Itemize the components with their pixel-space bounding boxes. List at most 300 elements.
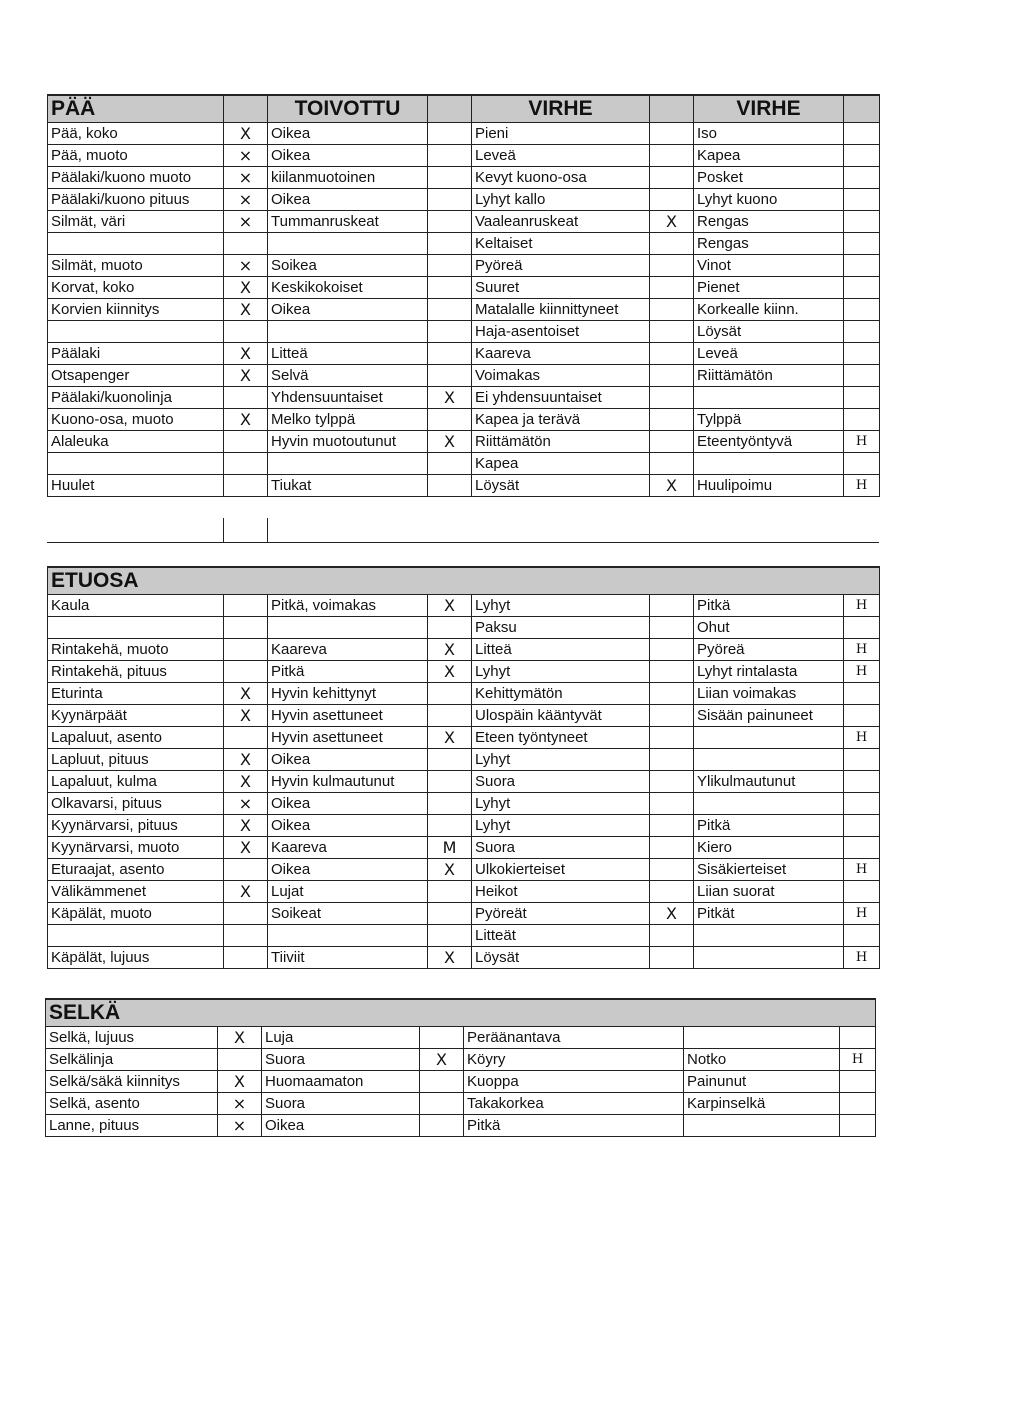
- mark-virhe-1: [428, 409, 472, 431]
- mark-virhe-1: [428, 299, 472, 321]
- virhe-2-value: Karpinselkä: [684, 1093, 840, 1115]
- mark-virhe-2: [650, 167, 694, 189]
- trait-label: Käpälät, lujuus: [48, 947, 224, 969]
- mark-virhe-2: [650, 453, 694, 475]
- initials-cell: H: [844, 661, 880, 683]
- initials-cell: [844, 277, 880, 299]
- initials-cell: [844, 145, 880, 167]
- virhe-1-value: Lyhyt: [472, 595, 650, 617]
- table-row: [48, 683, 880, 705]
- virhe-1-value: Pyöreät: [472, 903, 650, 925]
- toivottu-value: [268, 453, 428, 475]
- trait-label: Kyynärpäät: [48, 705, 224, 727]
- virhe-2-value: Pienet: [694, 277, 844, 299]
- mark-virhe-1: [420, 1115, 464, 1137]
- column-header-toivottu: TOIVOTTU: [268, 95, 428, 123]
- mark-toivottu: [224, 475, 268, 497]
- initials-cell: H: [844, 727, 880, 749]
- section-title-selka: SELKÄ: [46, 999, 876, 1027]
- mark-virhe-2: [650, 321, 694, 343]
- virhe-1-value: Matalalle kiinnittyneet: [472, 299, 650, 321]
- trait-label: Päälaki/kuono pituus: [48, 189, 224, 211]
- mark-virhe-2: [650, 859, 694, 881]
- table-row: [46, 1115, 876, 1137]
- mark-virhe-1: [420, 1027, 464, 1049]
- trait-label: Selkälinja: [46, 1049, 218, 1071]
- virhe-1-value: Riittämätön: [472, 431, 650, 453]
- trait-label: Kyynärvarsi, pituus: [48, 815, 224, 837]
- mark-virhe-2: [650, 727, 694, 749]
- mark-virhe-1: [428, 793, 472, 815]
- table-row: [48, 881, 880, 903]
- virhe-1-value: Eteen työntyneet: [472, 727, 650, 749]
- mark-virhe-1: [428, 749, 472, 771]
- mark-virhe-2: [650, 925, 694, 947]
- trait-label: Silmät, väri: [48, 211, 224, 233]
- table-row: [48, 321, 880, 343]
- mark-virhe-1: X: [428, 639, 472, 661]
- virhe-1-value: Lyhyt: [472, 749, 650, 771]
- initials-cell: [844, 123, 880, 145]
- trait-label: Päälaki/kuonolinja: [48, 387, 224, 409]
- mark-virhe-2: [650, 255, 694, 277]
- mark-virhe-2: [650, 189, 694, 211]
- virhe-2-value: [694, 749, 844, 771]
- virhe-2-value: Rengas: [694, 233, 844, 255]
- trait-label: Eturaajat, asento: [48, 859, 224, 881]
- trait-label: [48, 453, 224, 475]
- table-row: [48, 387, 880, 409]
- toivottu-value: Suora: [262, 1049, 420, 1071]
- virhe-1-value: Litteät: [472, 925, 650, 947]
- toivottu-value: Pitkä: [268, 661, 428, 683]
- virhe-2-value: Sisään painuneet: [694, 705, 844, 727]
- mark-virhe-1: [420, 1071, 464, 1093]
- initials-cell: [844, 617, 880, 639]
- section-spacer: [47, 518, 879, 543]
- virhe-2-value: [684, 1027, 840, 1049]
- mark-toivottu: [218, 1049, 262, 1071]
- virhe-1-value: Kapea: [472, 453, 650, 475]
- virhe-1-value: Suuret: [472, 277, 650, 299]
- paa-header-row: [48, 95, 880, 123]
- trait-label: Selkä, asento: [46, 1093, 218, 1115]
- mark-toivottu: [224, 387, 268, 409]
- mark-virhe-2: [650, 277, 694, 299]
- mark-toivottu: ×: [224, 793, 268, 815]
- virhe-1-value: Litteä: [472, 639, 650, 661]
- virhe-1-value: Pyöreä: [472, 255, 650, 277]
- trait-label: Päälaki/kuono muoto: [48, 167, 224, 189]
- initials-cell: [840, 1071, 876, 1093]
- toivottu-value: [268, 233, 428, 255]
- table-row: [46, 1093, 876, 1115]
- table-row: [48, 793, 880, 815]
- toivottu-value: Oikea: [268, 299, 428, 321]
- virhe-2-value: Ohut: [694, 617, 844, 639]
- selka-table: [45, 998, 876, 1137]
- toivottu-value: Oikea: [268, 815, 428, 837]
- virhe-2-value: Lyhyt kuono: [694, 189, 844, 211]
- initials-cell: [844, 299, 880, 321]
- mark-toivottu: X: [224, 815, 268, 837]
- trait-label: Kaula: [48, 595, 224, 617]
- virhe-1-value: Kehittymätön: [472, 683, 650, 705]
- initials-cell: [844, 211, 880, 233]
- mark-toivottu: [224, 947, 268, 969]
- initials-cell: [844, 683, 880, 705]
- initials-cell: [844, 321, 880, 343]
- mark-virhe-1: [428, 881, 472, 903]
- mark-virhe-1: [428, 123, 472, 145]
- mark-virhe-2: [650, 683, 694, 705]
- virhe-2-value: Kapea: [694, 145, 844, 167]
- mark-toivottu: [224, 321, 268, 343]
- mark-toivottu: X: [224, 837, 268, 859]
- mark-toivottu: [224, 661, 268, 683]
- initials-cell: H: [844, 947, 880, 969]
- trait-label: [48, 233, 224, 255]
- trait-label: Lapaluut, asento: [48, 727, 224, 749]
- mark-toivottu: X: [224, 365, 268, 387]
- mark-toivottu: ×: [218, 1115, 262, 1137]
- mark-virhe-1: [428, 705, 472, 727]
- initials-cell: [844, 881, 880, 903]
- paa-table: [47, 94, 880, 497]
- table-row: [48, 837, 880, 859]
- table-row: [48, 431, 880, 453]
- trait-label: Selkä, lujuus: [46, 1027, 218, 1049]
- toivottu-value: Tiiviit: [268, 947, 428, 969]
- mark-toivottu: X: [218, 1071, 262, 1093]
- mark-toivottu: [224, 639, 268, 661]
- initials-cell: [844, 705, 880, 727]
- trait-label: Välikämmenet: [48, 881, 224, 903]
- table-row: [48, 595, 880, 617]
- etuosa-table: [47, 566, 880, 969]
- spacer-divider: [267, 518, 268, 542]
- toivottu-value: Oikea: [268, 793, 428, 815]
- mark-virhe-1: [428, 815, 472, 837]
- initials-cell: H: [844, 475, 880, 497]
- toivottu-value: Hyvin kehittynyt: [268, 683, 428, 705]
- toivottu-value: Tiukat: [268, 475, 428, 497]
- table-row: [48, 925, 880, 947]
- mark-virhe-1: [428, 683, 472, 705]
- initials-cell: [844, 233, 880, 255]
- mark-toivottu: ×: [224, 211, 268, 233]
- mark-virhe-1: X: [428, 387, 472, 409]
- table-row: [48, 859, 880, 881]
- trait-label: Lapluut, pituus: [48, 749, 224, 771]
- mark-virhe-2: X: [650, 903, 694, 925]
- virhe-1-value: Ulkokierteiset: [472, 859, 650, 881]
- initials-cell: [844, 837, 880, 859]
- trait-label: Lanne, pituus: [46, 1115, 218, 1137]
- virhe-1-value: Kevyt kuono-osa: [472, 167, 650, 189]
- mark-toivottu: ×: [224, 255, 268, 277]
- mark-virhe-1: [428, 903, 472, 925]
- mark-virhe-1: [428, 189, 472, 211]
- mark-virhe-1: X: [428, 947, 472, 969]
- initials-cell: [844, 365, 880, 387]
- mark-virhe-1: [420, 1093, 464, 1115]
- virhe-2-value: [694, 947, 844, 969]
- table-row: [48, 475, 880, 497]
- virhe-2-value: Iso: [694, 123, 844, 145]
- table-row: [48, 277, 880, 299]
- virhe-1-value: Löysät: [472, 947, 650, 969]
- initials-cell: [844, 189, 880, 211]
- table-row: [48, 255, 880, 277]
- trait-label: Käpälät, muoto: [48, 903, 224, 925]
- mark-virhe-2: [650, 299, 694, 321]
- section-title-etuosa: ETUOSA: [48, 567, 880, 595]
- initials-cell: [844, 255, 880, 277]
- mark-toivottu: [224, 233, 268, 255]
- virhe-1-value: Ulospäin kääntyvät: [472, 705, 650, 727]
- mark-virhe-1: X: [420, 1049, 464, 1071]
- mark-virhe-2: [650, 661, 694, 683]
- table-row: [48, 705, 880, 727]
- initials-cell: H: [844, 859, 880, 881]
- virhe-2-value: Eteentyöntyvä: [694, 431, 844, 453]
- mark-virhe-2: [650, 771, 694, 793]
- virhe-1-value: Suora: [472, 837, 650, 859]
- mark-virhe-2: X: [650, 475, 694, 497]
- mark-virhe-1: [428, 233, 472, 255]
- mark-virhe-1: X: [428, 431, 472, 453]
- table-row: [48, 639, 880, 661]
- initials-cell: [844, 167, 880, 189]
- mark-virhe-1: [428, 277, 472, 299]
- mark-virhe-1: [428, 321, 472, 343]
- trait-label: Huulet: [48, 475, 224, 497]
- virhe-1-value: Paksu: [472, 617, 650, 639]
- virhe-1-value: Kuoppa: [464, 1071, 684, 1093]
- virhe-1-value: Vaaleanruskeat: [472, 211, 650, 233]
- table-row: [48, 365, 880, 387]
- mark-virhe-2: [650, 947, 694, 969]
- toivottu-value: Selvä: [268, 365, 428, 387]
- table-row: [48, 727, 880, 749]
- virhe-1-value: Lyhyt: [472, 793, 650, 815]
- virhe-1-value: Keltaiset: [472, 233, 650, 255]
- mark-virhe-2: [650, 145, 694, 167]
- initials-cell: [844, 925, 880, 947]
- virhe-1-value: Leveä: [472, 145, 650, 167]
- mark-toivottu: X: [224, 123, 268, 145]
- initials-cell: [844, 387, 880, 409]
- toivottu-value: Tummanruskeat: [268, 211, 428, 233]
- mark-toivottu: [224, 617, 268, 639]
- mark-virhe-1: X: [428, 661, 472, 683]
- toivottu-value: Kaareva: [268, 639, 428, 661]
- virhe-2-value: Löysät: [694, 321, 844, 343]
- virhe-2-value: Pyöreä: [694, 639, 844, 661]
- trait-label: Alaleuka: [48, 431, 224, 453]
- toivottu-value: Soikeat: [268, 903, 428, 925]
- virhe-2-value: Rengas: [694, 211, 844, 233]
- mark-toivottu: ×: [224, 189, 268, 211]
- initials-cell: [844, 749, 880, 771]
- toivottu-value: Yhdensuuntaiset: [268, 387, 428, 409]
- initials-cell: [844, 815, 880, 837]
- table-row: [46, 1071, 876, 1093]
- mark-toivottu: ×: [218, 1093, 262, 1115]
- trait-label: [48, 925, 224, 947]
- toivottu-value: Luja: [262, 1027, 420, 1049]
- virhe-2-value: Tylppä: [694, 409, 844, 431]
- mark-virhe-1: [428, 255, 472, 277]
- mark-virhe-1: [428, 925, 472, 947]
- virhe-1-value: Suora: [472, 771, 650, 793]
- initials-cell: [844, 771, 880, 793]
- toivottu-value: Suora: [262, 1093, 420, 1115]
- toivottu-value: Oikea: [268, 189, 428, 211]
- virhe-2-value: Notko: [684, 1049, 840, 1071]
- toivottu-value: Oikea: [268, 145, 428, 167]
- trait-label: Pää, muoto: [48, 145, 224, 167]
- trait-label: Silmät, muoto: [48, 255, 224, 277]
- mark-toivottu: X: [224, 881, 268, 903]
- virhe-2-value: Pitkät: [694, 903, 844, 925]
- mark-toivottu: [224, 903, 268, 925]
- mark-virhe-2: [650, 595, 694, 617]
- toivottu-value: Pitkä, voimakas: [268, 595, 428, 617]
- mark-toivottu: X: [218, 1027, 262, 1049]
- trait-label: Rintakehä, muoto: [48, 639, 224, 661]
- mark-toivottu: [224, 595, 268, 617]
- table-row: [48, 409, 880, 431]
- etuosa-header-row: [48, 567, 880, 595]
- mark-virhe-1: X: [428, 859, 472, 881]
- mark-virhe-1: [428, 771, 472, 793]
- table-row: [48, 815, 880, 837]
- virhe-2-value: Liian suorat: [694, 881, 844, 903]
- table-row: [48, 617, 880, 639]
- toivottu-value: Hyvin asettuneet: [268, 705, 428, 727]
- table-row: [48, 343, 880, 365]
- mark-virhe-1: M: [428, 837, 472, 859]
- toivottu-value: Oikea: [268, 749, 428, 771]
- initials-cell: [844, 453, 880, 475]
- trait-label: [48, 321, 224, 343]
- section-title-paa: PÄÄ: [48, 95, 224, 123]
- initials-cell: H: [844, 903, 880, 925]
- trait-label: Korvien kiinnitys: [48, 299, 224, 321]
- table-row: [48, 211, 880, 233]
- mark-virhe-1: [428, 145, 472, 167]
- paa-table-body: [48, 95, 880, 497]
- table-row: [48, 947, 880, 969]
- virhe-2-value: Leveä: [694, 343, 844, 365]
- mark-virhe-2: [650, 343, 694, 365]
- toivottu-value: Lujat: [268, 881, 428, 903]
- mark-toivottu: [224, 859, 268, 881]
- toivottu-value: [268, 321, 428, 343]
- toivottu-value: Melko tylppä: [268, 409, 428, 431]
- virhe-2-value: Ylikulmautunut: [694, 771, 844, 793]
- table-row: [48, 233, 880, 255]
- initials-cell: H: [844, 595, 880, 617]
- virhe-2-value: Vinot: [694, 255, 844, 277]
- mark-toivottu: ×: [224, 167, 268, 189]
- table-row: [48, 749, 880, 771]
- table-row: [46, 1027, 876, 1049]
- trait-label: [48, 617, 224, 639]
- virhe-1-value: Kaareva: [472, 343, 650, 365]
- table-row: [48, 453, 880, 475]
- toivottu-value: Kaareva: [268, 837, 428, 859]
- mark-virhe-2: [650, 409, 694, 431]
- mark-virhe-2: [650, 793, 694, 815]
- toivottu-value: kiilanmuotoinen: [268, 167, 428, 189]
- column-header-virhe: VIRHE: [694, 95, 844, 123]
- mark-virhe-1: X: [428, 595, 472, 617]
- virhe-2-value: Korkealle kiinn.: [694, 299, 844, 321]
- mark-virhe-2: [650, 837, 694, 859]
- mark-virhe-2: [650, 233, 694, 255]
- initials-cell: [840, 1093, 876, 1115]
- mark-toivottu: ×: [224, 145, 268, 167]
- virhe-2-value: Painunut: [684, 1071, 840, 1093]
- toivottu-value: Hyvin muotoutunut: [268, 431, 428, 453]
- virhe-2-value: [694, 925, 844, 947]
- trait-label: Rintakehä, pituus: [48, 661, 224, 683]
- mark-toivottu: X: [224, 749, 268, 771]
- toivottu-value: Oikea: [262, 1115, 420, 1137]
- toivottu-value: Hyvin kulmautunut: [268, 771, 428, 793]
- mark-toivottu: X: [224, 683, 268, 705]
- toivottu-value: Oikea: [268, 123, 428, 145]
- virhe-2-value: [694, 793, 844, 815]
- mark-virhe-1: [428, 167, 472, 189]
- virhe-2-value: Liian voimakas: [694, 683, 844, 705]
- table-row: [48, 661, 880, 683]
- virhe-2-value: Lyhyt rintalasta: [694, 661, 844, 683]
- mark-toivottu: X: [224, 299, 268, 321]
- initials-cell: H: [844, 639, 880, 661]
- toivottu-value: Litteä: [268, 343, 428, 365]
- toivottu-value: Hyvin asettuneet: [268, 727, 428, 749]
- table-row: [48, 299, 880, 321]
- mark-toivottu: X: [224, 343, 268, 365]
- mark-virhe-2: [650, 387, 694, 409]
- mark-virhe-2: [650, 431, 694, 453]
- toivottu-value: Huomaamaton: [262, 1071, 420, 1093]
- virhe-2-value: Huulipoimu: [694, 475, 844, 497]
- mark-virhe-1: [428, 453, 472, 475]
- table-row: [48, 189, 880, 211]
- selka-header-row: [46, 999, 876, 1027]
- mark-virhe-2: [650, 123, 694, 145]
- virhe-1-value: Pieni: [472, 123, 650, 145]
- trait-label: Korvat, koko: [48, 277, 224, 299]
- virhe-2-value: Pitkä: [694, 595, 844, 617]
- mark-toivottu: [224, 727, 268, 749]
- virhe-1-value: Takakorkea: [464, 1093, 684, 1115]
- mark-virhe-2: [650, 639, 694, 661]
- table-row: [48, 771, 880, 793]
- toivottu-value: Oikea: [268, 859, 428, 881]
- toivottu-value: [268, 925, 428, 947]
- toivottu-value: Keskikokoiset: [268, 277, 428, 299]
- virhe-1-value: Pitkä: [464, 1115, 684, 1137]
- mark-virhe-2: [650, 617, 694, 639]
- table-row: [48, 903, 880, 925]
- virhe-1-value: Heikot: [472, 881, 650, 903]
